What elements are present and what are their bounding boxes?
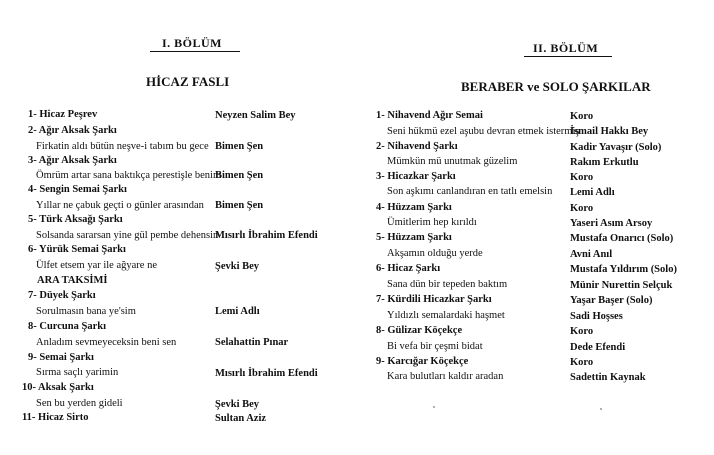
right-item-5-composer: Avni Anıl <box>570 249 613 260</box>
left-item-6-composer: Şevki Bey <box>215 261 260 272</box>
item-title: Sengin Semai Şarkı <box>39 184 127 195</box>
item-number: 5- <box>28 214 40 225</box>
left-item-11-composer: Sultan Aziz <box>215 413 267 424</box>
left-item-8-composer: Selahattin Pınar <box>215 337 289 348</box>
right-item-8 <box>376 325 462 337</box>
item-title: Nihavend Ağır Semai <box>387 110 483 121</box>
item-number: 6- <box>28 244 39 255</box>
left-interlude: ARA TAKSİMİ <box>37 275 108 286</box>
item-number: 5- <box>376 232 388 243</box>
right-item-2-performer: Kadir Yavaşır (Solo) <box>570 142 662 153</box>
left-item-5-lyric: Solsanda sararsan yine gül pembe dehensin <box>36 230 219 241</box>
item-title: Yürük Semai Şarkı <box>38 244 126 255</box>
right-item-9-composer: Sadettin Kaynak <box>570 372 646 383</box>
left-item-2 <box>28 125 117 137</box>
item-number: 9- <box>28 352 40 363</box>
right-item-3 <box>376 171 456 183</box>
left-item-9-composer: Mısırlı İbrahim Efendi <box>215 368 318 379</box>
right-item-7-lyric: Yıldızlı semalardaki haşmet <box>387 310 505 321</box>
left-item-5 <box>28 214 123 226</box>
left-item-2-composer: Bimen Şen <box>215 141 264 152</box>
left-section-heading: I. BÖLÜM <box>162 36 223 50</box>
left-item-8 <box>28 321 106 333</box>
left-item-6-lyric: Ülfet etsem yar ile ağyare ne <box>36 260 157 271</box>
right-item-4-lyric: Ümitlerim hep kırıldı <box>387 217 477 228</box>
item-title: Hicazkar Şarkı <box>387 171 456 182</box>
scan-speck <box>433 406 435 408</box>
left-item-10 <box>22 382 94 394</box>
left-section-underline <box>150 51 240 52</box>
item-title: Aksak Şarkı <box>38 382 94 393</box>
right-item-5-lyric: Akşamın olduğu yerde <box>387 248 483 259</box>
right-item-2 <box>376 141 458 153</box>
right-item-6 <box>376 263 440 275</box>
right-item-3-lyric: Son aşkımı canlandıran en tatlı emelsin <box>387 186 553 197</box>
scan-speck <box>600 408 602 410</box>
item-title: Ağır Aksak Şarkı <box>38 155 117 166</box>
left-item-4-lyric: Yıllar ne çabuk geçti o günler arasından <box>36 200 204 211</box>
item-title: Hüzzam Şarkı <box>387 202 452 213</box>
item-title: Hicaz Sirto <box>38 412 89 423</box>
right-item-6-lyric: Sana dün bir tepeden baktım <box>387 279 508 290</box>
right-item-1-lyric: Seni hükmü ezel aşubu devran etmek istermiş <box>387 126 580 137</box>
item-number: 3- <box>28 155 39 166</box>
right-section-heading: II. BÖLÜM <box>533 41 599 55</box>
left-title: HİCAZ FASLI <box>146 74 230 89</box>
item-number: 10- <box>22 382 39 393</box>
item-title: Hicaz Peşrev <box>39 109 98 120</box>
right-item-8-lyric: Bi vefa bir çeşmi bidat <box>387 341 483 352</box>
left-item-2-lyric: Firkatin aldı bütün neşve-i tabım bu gece <box>36 141 209 152</box>
right-item-9-performer: Koro <box>570 357 594 368</box>
item-number: 7- <box>28 290 40 301</box>
item-number: 8- <box>376 325 388 336</box>
left-item-7-lyric: Sorulmasın bana ye'sim <box>36 306 136 317</box>
item-title: Hüzzam Şarkı <box>387 232 452 243</box>
left-item-3-lyric: Ömrüm artar sana baktıkça perestişle benim <box>36 170 222 181</box>
item-title: Düyek Şarkı <box>39 290 96 301</box>
item-title: Semai Şarkı <box>39 352 94 363</box>
left-item-7-composer: Lemi Adlı <box>215 306 260 317</box>
left-item-10-composer: Şevki Bey <box>215 399 260 410</box>
right-item-1-composer: İsmail Hakkı Bey <box>570 126 649 137</box>
right-item-8-composer: Dede Efendi <box>570 342 626 353</box>
item-title: Ağır Aksak Şarkı <box>38 125 117 136</box>
right-item-4-composer: Yaseri Asım Arsoy <box>570 218 653 229</box>
left-item-1 <box>28 109 97 121</box>
right-item-2-lyric: Mümkün mü unutmak güzelim <box>387 156 518 167</box>
item-number: 1- <box>376 110 388 121</box>
item-title: Hicaz Şarkı <box>387 263 441 274</box>
item-title: Gülizar Köçekçe <box>387 325 463 336</box>
right-item-8-performer: Koro <box>570 326 594 337</box>
right-item-4-performer: Koro <box>570 203 594 214</box>
right-item-6-composer: Münir Nurettin Selçuk <box>570 280 673 291</box>
left-item-8-lyric: Anladım sevmeyeceksin beni sen <box>36 337 177 348</box>
right-item-1-performer: Koro <box>570 111 594 122</box>
right-item-9 <box>376 356 468 368</box>
left-item-3-composer: Bimen Şen <box>215 170 264 181</box>
item-number: 11- <box>22 412 39 423</box>
right-item-7-composer: Sadi Hoşses <box>570 311 623 322</box>
item-title: Nihavend Şarkı <box>387 141 458 152</box>
right-item-2-composer: Rakım Erkutlu <box>570 157 639 168</box>
item-number: 6- <box>376 263 388 274</box>
right-section-underline <box>524 56 612 57</box>
left-item-1-composer: Neyzen Salim Bey <box>215 110 296 121</box>
item-number: 3- <box>376 171 388 182</box>
left-item-7 <box>28 290 96 302</box>
item-number: 9- <box>376 356 388 367</box>
right-item-9-lyric: Kara bulutları kaldır aradan <box>387 371 504 382</box>
item-number: 4- <box>28 184 40 195</box>
item-number: 8- <box>28 321 40 332</box>
item-title: Kürdili Hicazkar Şarkı <box>387 294 492 305</box>
left-item-9 <box>28 352 94 364</box>
left-item-11 <box>22 412 89 424</box>
left-item-9-lyric: Sırma saçlı yarimin <box>36 367 119 378</box>
right-item-7-performer: Yaşar Başer (Solo) <box>570 295 653 306</box>
right-item-4 <box>376 202 452 214</box>
item-title: Karcığar Köçekçe <box>387 356 469 367</box>
left-item-3 <box>28 155 117 167</box>
item-title: Türk Aksağı Şarkı <box>39 214 123 225</box>
left-item-5-composer: Mısırlı İbrahim Efendi <box>215 230 318 241</box>
left-item-10-lyric: Sen bu yerden gideli <box>36 398 123 409</box>
left-item-4 <box>28 184 127 196</box>
item-number: 2- <box>376 141 388 152</box>
right-item-6-performer: Mustafa Yıldırım (Solo) <box>570 264 677 275</box>
item-number: 4- <box>376 202 388 213</box>
right-item-5-performer: Mustafa Onarıcı (Solo) <box>570 233 674 244</box>
left-item-4-composer: Bimen Şen <box>215 200 264 211</box>
item-number: 7- <box>376 294 388 305</box>
item-title: Curcuna Şarkı <box>39 321 106 332</box>
right-item-3-composer: Lemi Adlı <box>570 187 615 198</box>
item-number: 1- <box>28 109 40 120</box>
item-number: 2- <box>28 125 39 136</box>
left-item-6 <box>28 244 126 256</box>
right-item-5 <box>376 232 452 244</box>
right-item-7 <box>376 294 492 306</box>
right-item-3-performer: Koro <box>570 172 594 183</box>
right-item-1 <box>376 110 483 122</box>
right-title: BERABER ve SOLO ŞARKILAR <box>461 79 651 94</box>
